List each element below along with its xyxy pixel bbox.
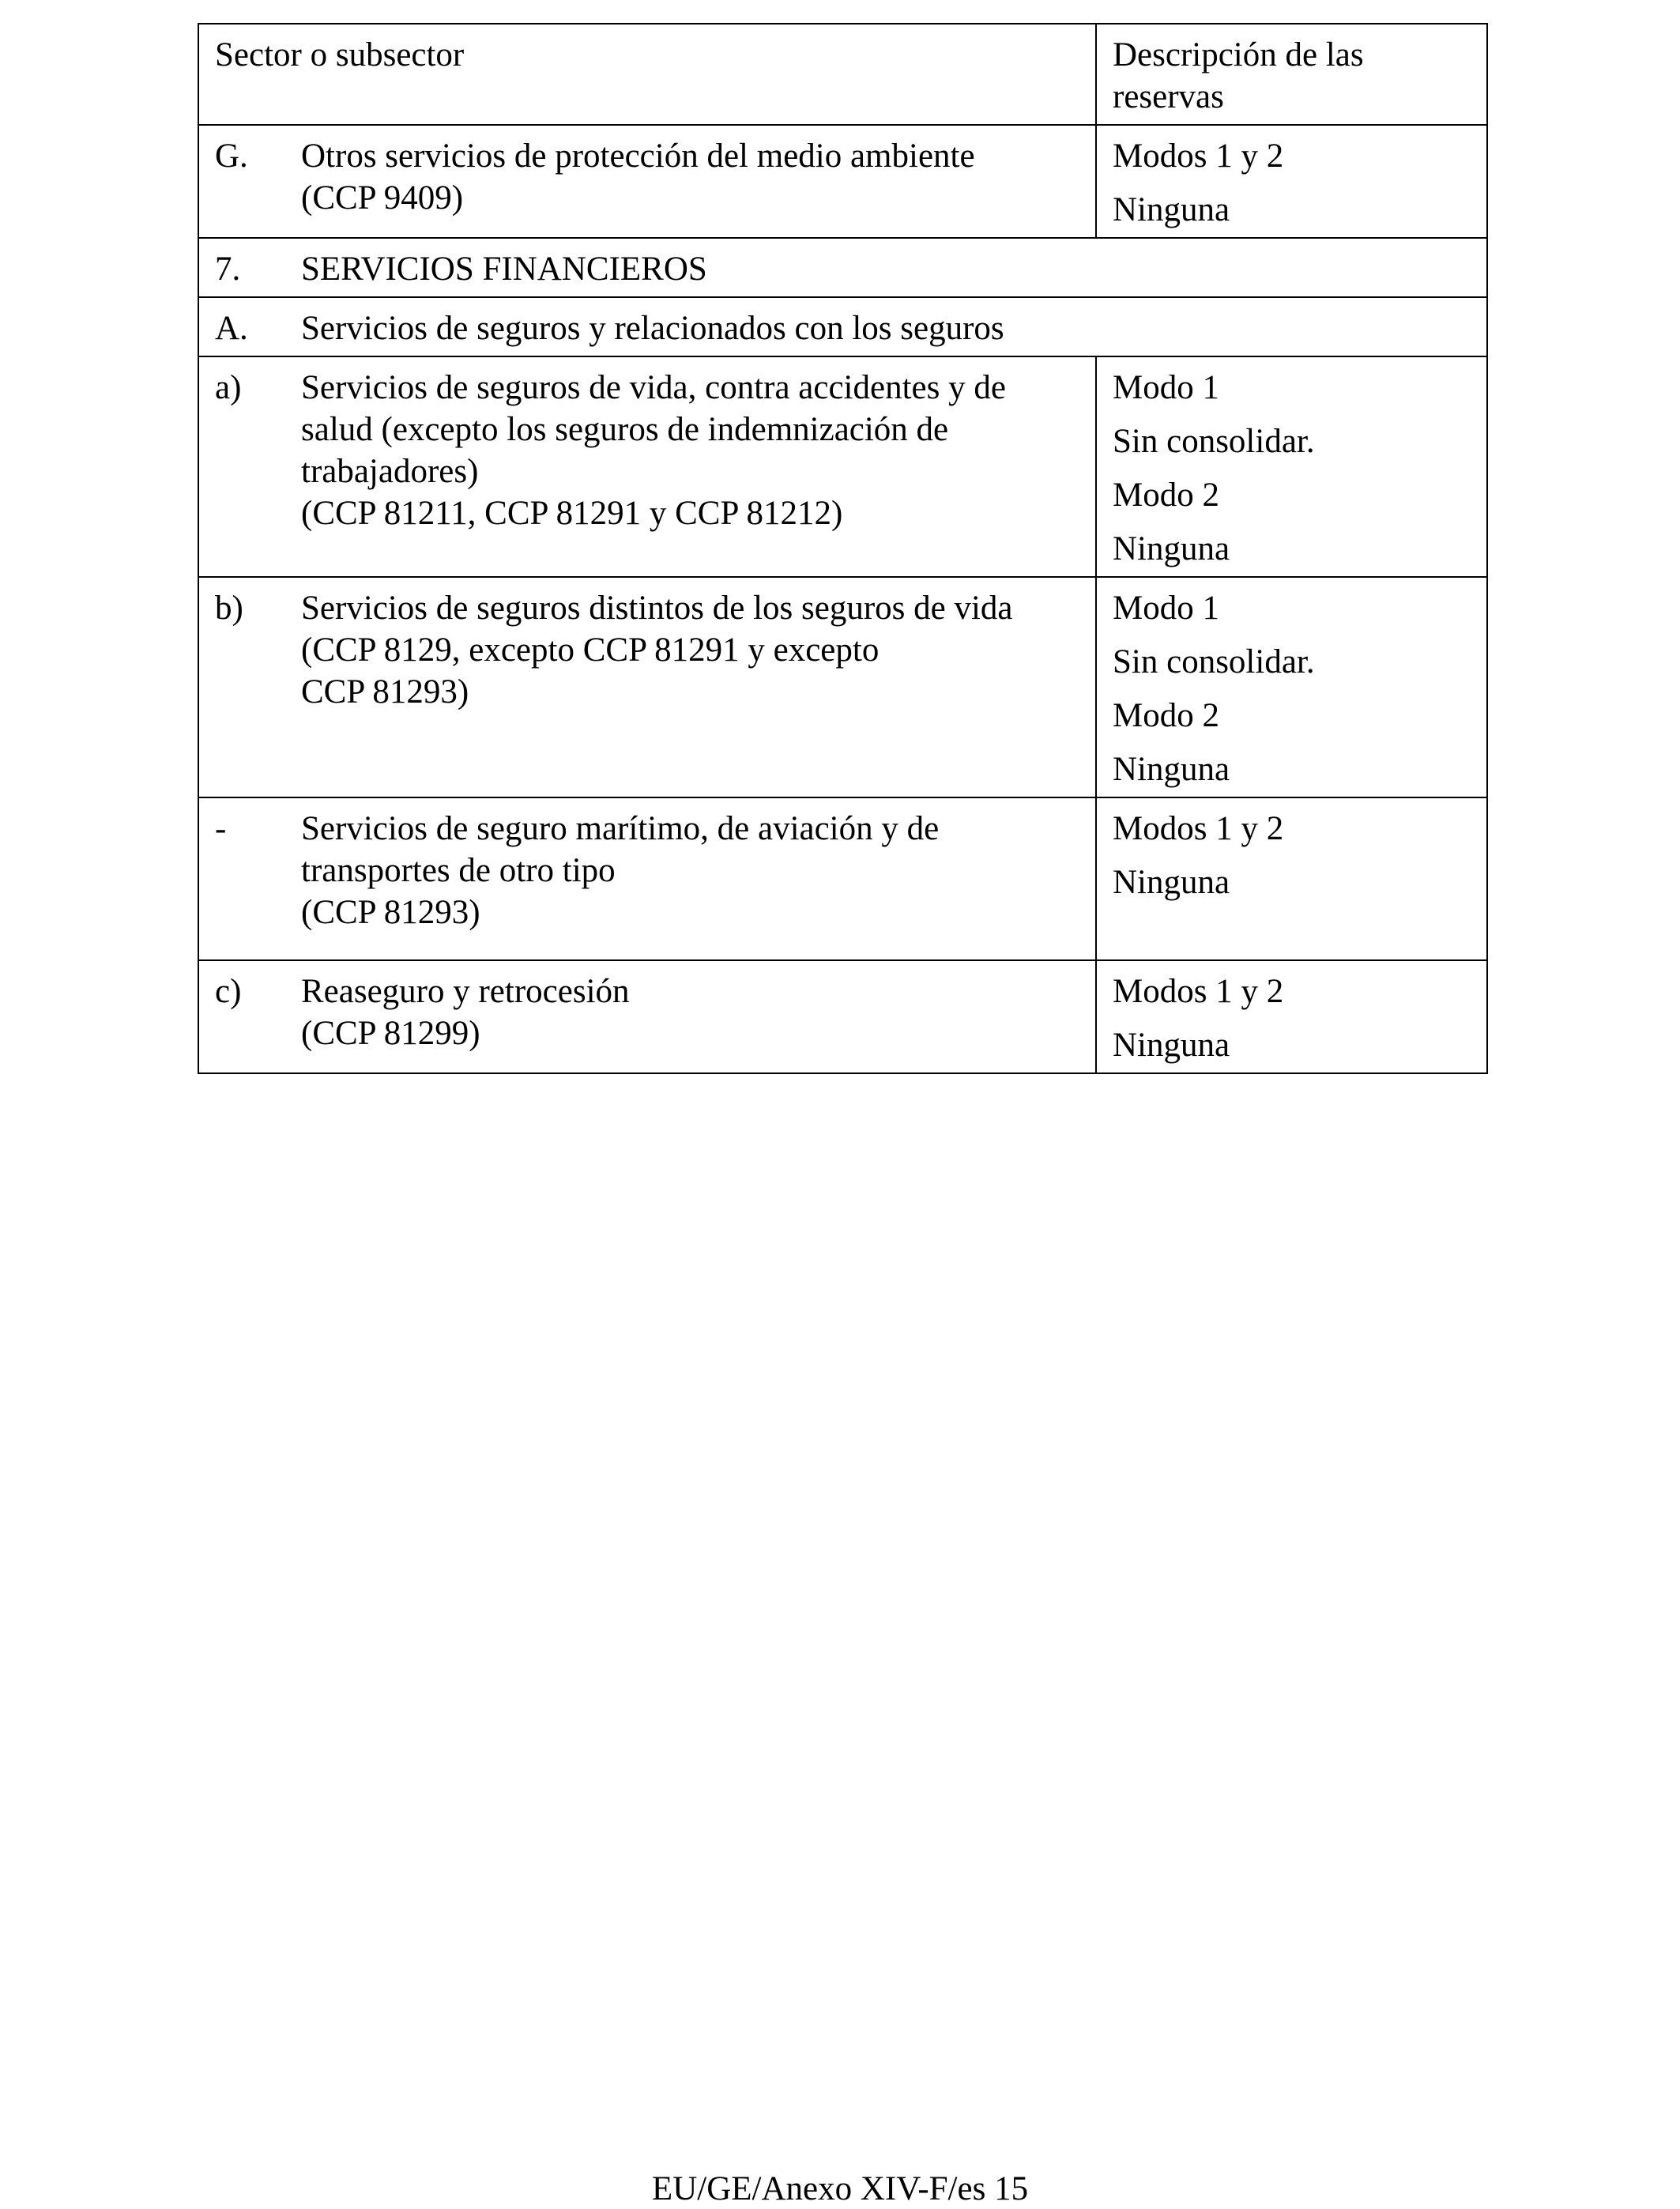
sector-text-line: (CCP 9409) [301,179,464,217]
description-line: Sin consolidar. [1113,643,1315,680]
header-description-line-2: reservas [1113,78,1224,115]
sector-text-line: (CCP 81293) [301,894,480,931]
description-cell [1096,356,1487,577]
description-line: Modos 1 y 2 [1113,973,1284,1010]
header-description-cell [1096,24,1487,125]
sector-text-line: salud (excepto los seguros de indemnización de [301,411,949,448]
sector-text-line: Otros servicios de protección del medio ambiente [301,138,975,175]
description-line: Ninguna [1113,751,1230,788]
sector-text-line: (CCP 81211, CCP 81291 y CCP 81212) [301,495,843,532]
description-cell [1096,577,1487,797]
table-row [198,356,1487,577]
sector-text-line: trabajadores) [301,453,479,490]
description-cell [1096,797,1487,960]
header-sector-cell [198,24,1096,125]
row-label: G. [215,138,248,175]
row-label: 7. [215,251,241,288]
header-description-line-1: Descripción de las [1113,36,1364,74]
sector-cell [198,125,1096,238]
page-footer: EU/GE/Anexo XIV-F/es 15 [651,2170,1029,2207]
subsection-heading-cell [198,297,1487,356]
sector-text-line: Servicios de seguros de vida, contra accidentes y de [301,369,1006,406]
sector-cell [198,797,1096,960]
description-cell [1096,125,1487,238]
reserves-table [198,23,1488,1074]
table-row [198,797,1487,960]
table-header-row [198,24,1487,125]
row-label: - [215,810,227,847]
sector-text-line: Servicios de seguro marítimo, de aviación y de [301,810,940,847]
row-label: A. [215,310,248,347]
sector-text-line: (CCP 8129, excepto CCP 81291 y excepto [301,631,880,669]
description-line: Modo 1 [1113,590,1219,627]
description-line: Sin consolidar. [1113,423,1315,460]
description-line: Modos 1 y 2 [1113,810,1284,847]
section-heading-row [198,238,1487,297]
description-line: Modo 2 [1113,697,1219,734]
sector-text-line: (CCP 81299) [301,1015,480,1052]
table-row [198,960,1487,1073]
row-label: b) [215,590,243,627]
table-row [198,577,1487,797]
description-cell [1096,960,1487,1073]
subsection-heading-row [198,297,1487,356]
sector-cell [198,577,1096,797]
subsection-heading-text: Servicios de seguros y relacionados con los seguros [301,310,1004,347]
sector-text-line: Servicios de seguros distintos de los seguros de vida [301,590,1013,627]
table-row [198,125,1487,238]
description-line: Modos 1 y 2 [1113,138,1284,175]
description-line: Ninguna [1113,864,1230,901]
sector-cell [198,960,1096,1073]
sector-text-line: Reaseguro y retrocesión [301,973,630,1010]
description-line: Ninguna [1113,530,1230,567]
description-line: Modo 1 [1113,369,1219,406]
sector-cell [198,356,1096,577]
row-label: c) [215,973,242,1010]
row-label: a) [215,369,242,406]
sector-text-line: CCP 81293) [301,673,469,711]
section-heading-text: SERVICIOS FINANCIEROS [301,251,707,288]
sector-text-line: transportes de otro tipo [301,852,616,889]
description-line: Modo 2 [1113,477,1219,514]
header-sector-text: Sector o subsector [215,36,465,74]
description-line: Ninguna [1113,191,1230,228]
description-line: Ninguna [1113,1027,1230,1064]
section-heading-cell [198,238,1487,297]
